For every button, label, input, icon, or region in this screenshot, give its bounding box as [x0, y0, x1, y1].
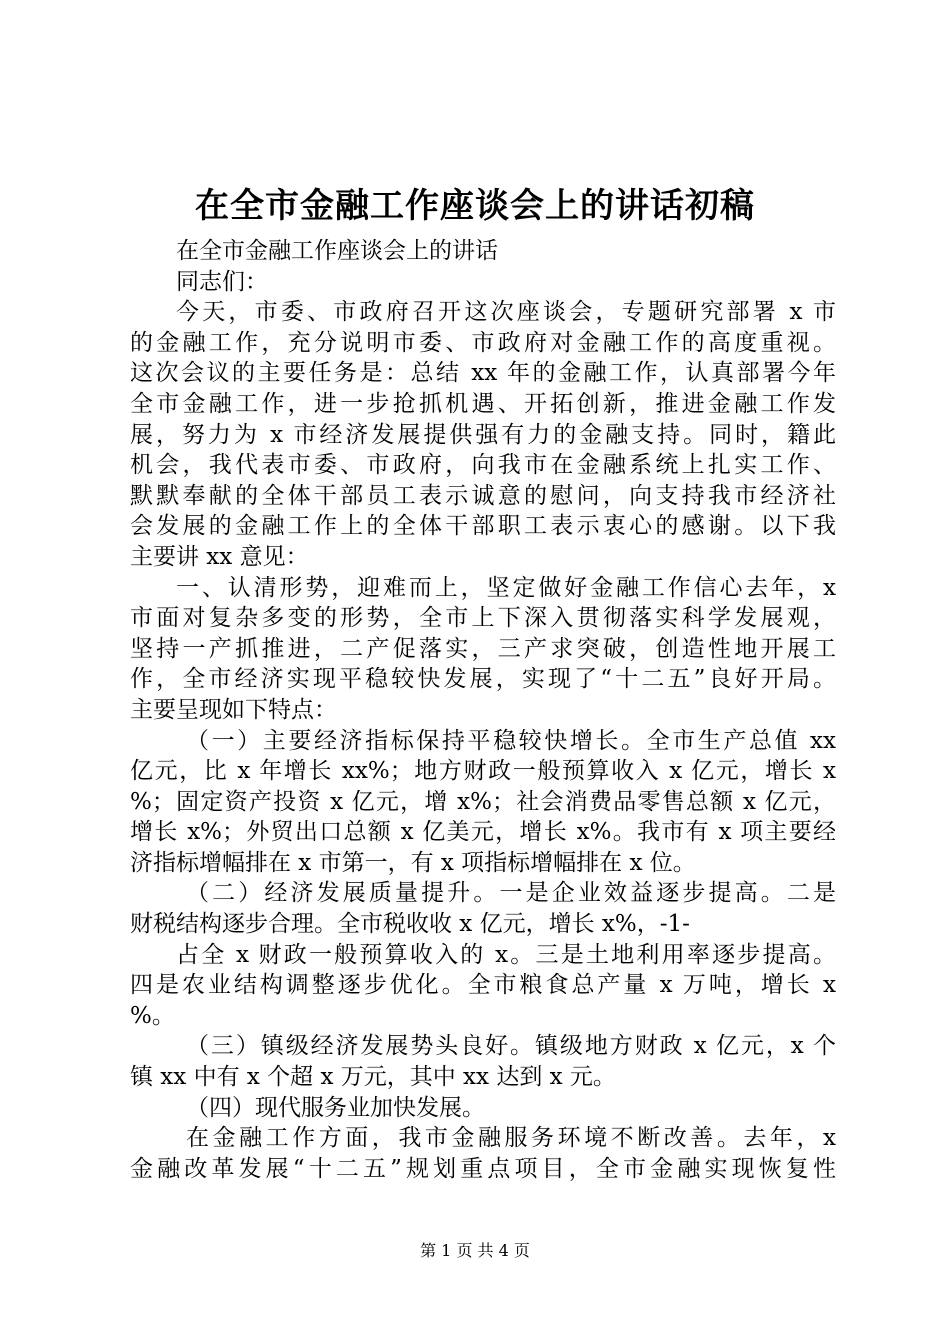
- paragraph-line: 一、认清形势，迎难而上，坚定做好金融工作信心去年，x: [176, 574, 836, 601]
- paragraph-line: 全市金融工作，进一步抢抓机遇、开拓创新，推进金融工作发: [130, 390, 836, 417]
- page-footer: 第 1 页 共 4 页: [420, 1241, 530, 1260]
- paragraph-line: %；固定资产投资 x 亿元，增 x%；社会消费品零售总额 x 亿元，: [130, 788, 836, 815]
- paragraph-line: 展，努力为 x 市经济发展提供强有力的金融支持。同时，籍此: [130, 421, 836, 448]
- paragraph-line: 主要呈现如下特点：: [130, 696, 337, 723]
- paragraph-line: 作，全市经济实现平稳较快发展，实现了“十二五”良好开局。: [130, 666, 836, 693]
- paragraph-line: 今天，市委、市政府召开这次座谈会，专题研究部署 x 市: [176, 299, 836, 326]
- paragraph-line: 在金融工作方面，我市金融服务环境不断改善。去年，x: [186, 1125, 836, 1152]
- paragraph-line: 机会，我代表市委、市政府，向我市在金融系统上扎实工作、: [130, 452, 836, 479]
- paragraph-line: 市面对复杂多变的形势，全市上下深入贯彻落实科学发展观，: [130, 605, 836, 632]
- paragraph-line: 会发展的金融工作上的全体干部职工表示衷心的感谢。以下我: [130, 513, 836, 540]
- paragraph-line: 主要讲 xx 意见：: [130, 543, 309, 570]
- paragraph-line: 金融改革发展“十二五”规划重点项目，全市金融实现恢复性: [130, 1155, 836, 1182]
- paragraph-line: （四）现代服务业加快发展。: [186, 1094, 485, 1121]
- paragraph-line: 这次会议的主要任务是：总结 xx 年的金融工作，认真部署今年: [130, 360, 836, 387]
- paragraph-line: 四是农业结构调整逐步优化。全市粮食总产量 x 万吨，增长 x: [130, 972, 836, 999]
- paragraph-line: 默默奉献的全体干部员工表示诚意的慰问，向支持我市经济社: [130, 482, 836, 509]
- paragraph-line: 财税结构逐步合理。全市税收收 x 亿元，增长 x%，-1-: [130, 911, 690, 938]
- document-title: 在全市金融工作座谈会上的讲话初稿: [195, 186, 755, 226]
- paragraph-line: 的金融工作，充分说明市委、市政府对金融工作的高度重视。: [130, 329, 836, 356]
- paragraph-line: 增长 x%；外贸出口总额 x 亿美元，增长 x%。我市有 x 项主要经: [130, 819, 836, 846]
- paragraph-line: 镇 xx 中有 x 个超 x 万元，其中 xx 达到 x 元。: [130, 1064, 616, 1091]
- paragraph-line: 坚持一产抓推进，二产促落实，三产求突破，创造性地开展工: [130, 635, 836, 662]
- paragraph-line: 济指标增幅排在 x 市第一，有 x 项指标增幅排在 x 位。: [130, 849, 696, 876]
- paragraph-line: %。: [130, 1002, 175, 1029]
- paragraph-line: （一）主要经济指标保持平稳较快增长。全市生产总值 xx: [186, 727, 836, 754]
- paragraph-line: （二）经济发展质量提升。一是企业效益逐步提高。二是: [186, 880, 836, 907]
- document-body: [130, 236, 836, 1184]
- paragraph-line: 亿元，比 x 年增长 xx%；地方财政一般预算收入 x 亿元，增长 x: [130, 758, 836, 785]
- paragraph-line: 占全 x 财政一般预算收入的 x。三是土地利用率逐步提高。: [176, 941, 836, 968]
- salutation-line: 同志们：: [176, 268, 268, 295]
- paragraph-line: （三）镇级经济发展势头良好。镇级地方财政 x 亿元，x 个: [186, 1033, 836, 1060]
- subtitle-line: 在全市金融工作座谈会上的讲话: [176, 238, 498, 264]
